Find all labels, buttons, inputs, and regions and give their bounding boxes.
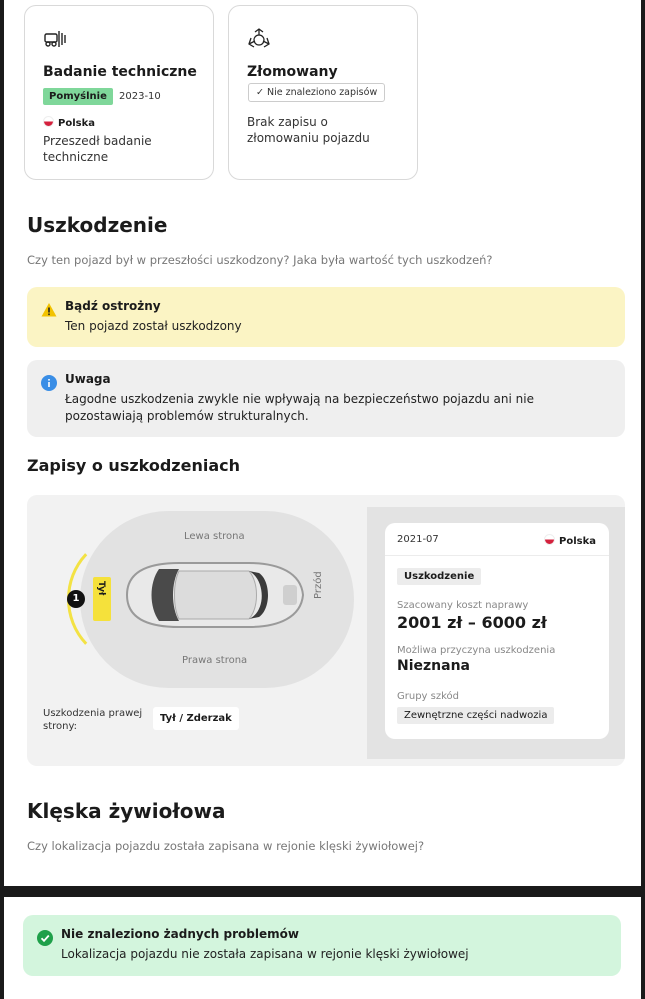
check-circle-icon	[37, 930, 53, 946]
not-found-chip: ✓ Nie znaleziono zapisów	[248, 83, 385, 102]
damage-heading: Uszkodzenie	[27, 213, 168, 237]
damage-location-value: Tył / Zderzak	[153, 707, 239, 730]
inspection-country: Polska	[43, 116, 95, 129]
damage-marker[interactable]: 1	[67, 590, 85, 608]
damage-record-card	[385, 523, 609, 739]
warning-text: Ten pojazd został uszkodzony	[65, 319, 242, 333]
poland-flag-icon	[544, 534, 555, 545]
report-panel	[4, 0, 641, 886]
status-badge: Pomyślnie	[43, 88, 113, 105]
left-side-label: Lewa strona	[184, 531, 245, 542]
cause-label: Możliwa przyczyna uszkodzenia	[397, 645, 556, 656]
front-label: Przód	[313, 571, 324, 599]
cost-label: Szacowany koszt naprawy	[397, 600, 529, 611]
inspection-description: Przeszedł badanie techniczne	[43, 134, 152, 164]
car-icon	[119, 555, 309, 635]
record-country: Polska	[544, 534, 596, 547]
rear-tag: Tył	[93, 577, 111, 621]
success-title: Nie znaleziono żadnych problemów	[61, 927, 299, 941]
disaster-result-panel	[4, 897, 641, 999]
scrapped-description: Brak zapisu o złomowaniu pojazdu	[247, 115, 370, 145]
records-heading: Zapisy o uszkodzeniach	[27, 456, 241, 475]
check-icon: ✓	[256, 87, 267, 98]
info-text: Łagodne uszkodzenia zwykle nie wpływają na bezpieczeństwo pojazdu ani nie pozostawiają problemów strukturalnych.	[65, 392, 534, 423]
info-icon	[41, 375, 57, 391]
cost-value: 2001 zł – 6000 zł	[397, 613, 547, 632]
damage-question: Czy ten pojazd był w przeszłości uszkodzony? Jaka była wartość tych uszkodzeń?	[27, 253, 493, 267]
cause-value: Nieznana	[397, 658, 470, 674]
scrapped-card	[228, 5, 418, 180]
info-title: Uwaga	[65, 372, 111, 386]
warning-icon	[41, 302, 57, 318]
inspection-card	[24, 5, 214, 180]
warning-alert	[27, 287, 625, 347]
damage-location-label: Uszkodzenia prawej strony:	[43, 708, 143, 732]
disaster-question: Czy lokalizacja pojazdu została zapisana w rejonie klęski żywiołowej?	[27, 839, 425, 853]
record-date: 2021-07	[397, 534, 439, 545]
inspection-title: Badanie techniczne	[43, 64, 197, 80]
damage-records	[27, 495, 625, 766]
scrapped-title: Złomowany	[247, 64, 338, 80]
inspection-date: 2023-10	[119, 91, 161, 102]
groups-value: Zewnętrzne części nadwozia	[397, 707, 554, 724]
info-alert	[27, 360, 625, 437]
groups-label: Grupy szkód	[397, 691, 460, 702]
record-type-tag: Uszkodzenie	[397, 568, 481, 585]
success-alert	[23, 915, 621, 976]
poland-flag-icon	[43, 116, 54, 127]
recycle-icon	[247, 28, 271, 50]
divider	[385, 555, 609, 556]
warning-title: Bądź ostrożny	[65, 299, 161, 313]
success-text: Lokalizacja pojazdu nie została zapisana w rejonie klęski żywiołowej	[61, 947, 469, 961]
disaster-heading: Klęska żywiołowa	[27, 799, 226, 823]
right-side-label: Prawa strona	[182, 655, 248, 666]
inspection-icon	[43, 28, 67, 50]
